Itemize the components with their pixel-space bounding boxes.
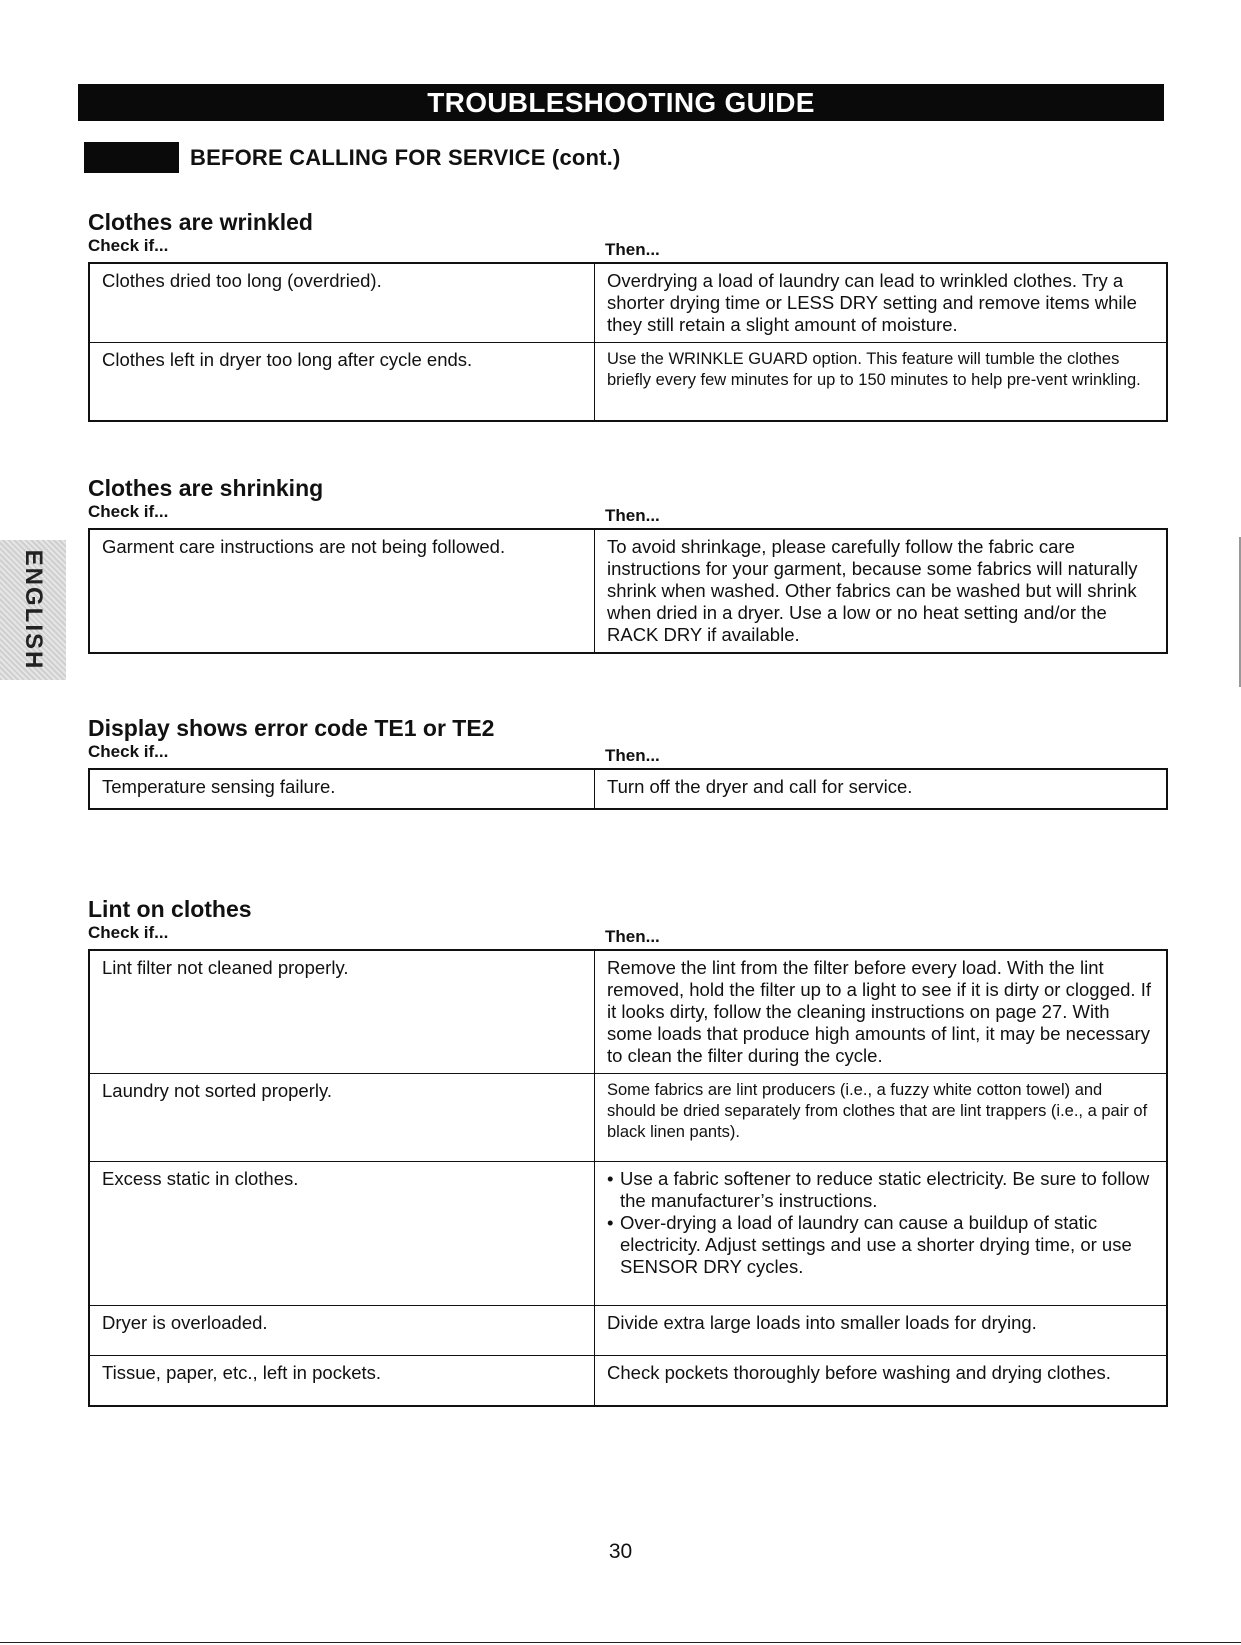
- table-row: [89, 529, 1167, 653]
- check-cell: Clothes dried too long (overdried).: [89, 263, 595, 343]
- section-lint: [88, 895, 1168, 1407]
- section-marker: [84, 142, 179, 173]
- troubleshooting-table: [88, 949, 1168, 1407]
- then-label: Then...: [605, 746, 660, 765]
- then-cell: Remove the lint from the filter before every load. With the lint removed, hold the filter up to a light to see if it is dirty or clogged. If it looks dirty, follow the cleaning instructions on page 27. With some loads that produce high amounts of lint, it may be necessary to clean the filter during the cycle.: [595, 950, 1168, 1074]
- section-title: Clothes are wrinkled: [88, 209, 313, 235]
- check-cell: Laundry not sorted properly.: [89, 1074, 595, 1162]
- troubleshooting-table: [88, 768, 1168, 810]
- page-bottom-rule: [0, 1642, 1241, 1643]
- table-row: [89, 769, 1167, 809]
- section-title: Display shows error code TE1 or TE2: [88, 715, 495, 741]
- table-row: [89, 1074, 1167, 1162]
- check-if-label: Check if...: [88, 236, 169, 255]
- section-title: Lint on clothes: [88, 896, 252, 922]
- troubleshooting-table: [88, 528, 1168, 654]
- table-row: [89, 263, 1167, 343]
- section-error-code: [88, 714, 1168, 810]
- then-cell: Check pockets thoroughly before washing and drying clothes.: [595, 1356, 1168, 1406]
- then-cell: [595, 1162, 1168, 1306]
- check-cell: Excess static in clothes.: [89, 1162, 595, 1306]
- table-row: [89, 1162, 1167, 1306]
- list-item: • Over-drying a load of laundry can cause a buildup of static electricity. Adjust settings and use a shorter drying time, or use SENSOR DRY cycles.: [607, 1212, 1154, 1278]
- then-cell: To avoid shrinkage, please carefully follow the fabric care instructions for your garment, because some fabrics will naturally shrink when washed. Other fabrics can be washed but will shrink when dried in a dryer. Use a low or no heat setting and/or the RACK DRY if available.: [595, 529, 1168, 653]
- table-row: [89, 950, 1167, 1074]
- then-cell: Divide extra large loads into smaller loads for drying.: [595, 1306, 1168, 1356]
- check-cell: Clothes left in dryer too long after cycle ends.: [89, 343, 595, 421]
- page-banner: TROUBLESHOOTING GUIDE: [78, 84, 1164, 121]
- troubleshooting-table: [88, 262, 1168, 422]
- check-if-label: Check if...: [88, 742, 169, 761]
- table-row: [89, 1356, 1167, 1406]
- check-if-label: Check if...: [88, 502, 169, 521]
- then-label: Then...: [605, 506, 660, 525]
- then-cell: Overdrying a load of laundry can lead to wrinkled clothes. Try a shorter drying time or LESS DRY setting and remove items while they still retain a slight amount of moisture.: [595, 263, 1168, 343]
- page-number: 30: [608, 1540, 633, 1563]
- page-subtitle: BEFORE CALLING FOR SERVICE (cont.): [190, 145, 621, 170]
- table-row: [89, 1306, 1167, 1356]
- check-if-label: Check if...: [88, 923, 169, 942]
- then-cell: Turn off the dryer and call for service.: [595, 769, 1168, 809]
- section-wrinkled: [88, 208, 1168, 422]
- language-tab: [0, 540, 66, 680]
- section-shrinking: [88, 474, 1168, 654]
- check-cell: Dryer is overloaded.: [89, 1306, 595, 1356]
- check-cell: Tissue, paper, etc., left in pockets.: [89, 1356, 595, 1406]
- check-cell: Lint filter not cleaned properly.: [89, 950, 595, 1074]
- language-tab-label: ENGLISH: [20, 549, 47, 671]
- then-cell: Use the WRINKLE GUARD option. This feature will tumble the clothes briefly every few minutes for up to 150 minutes to help pre-vent wrinkling.: [595, 343, 1168, 421]
- check-cell: Temperature sensing failure.: [89, 769, 595, 809]
- bullet-list: [607, 1168, 1154, 1278]
- then-label: Then...: [605, 240, 660, 259]
- then-cell: Some fabrics are lint producers (i.e., a fuzzy white cotton towel) and should be dried separately from clothes that are lint trappers (i.e., a pair of black linen pants).: [595, 1074, 1168, 1162]
- table-row: [89, 343, 1167, 421]
- section-title: Clothes are shrinking: [88, 475, 324, 501]
- check-cell: Garment care instructions are not being followed.: [89, 529, 595, 653]
- list-item: • Use a fabric softener to reduce static electricity. Be sure to follow the manufacturer’s instructions.: [607, 1168, 1154, 1212]
- then-label: Then...: [605, 927, 660, 946]
